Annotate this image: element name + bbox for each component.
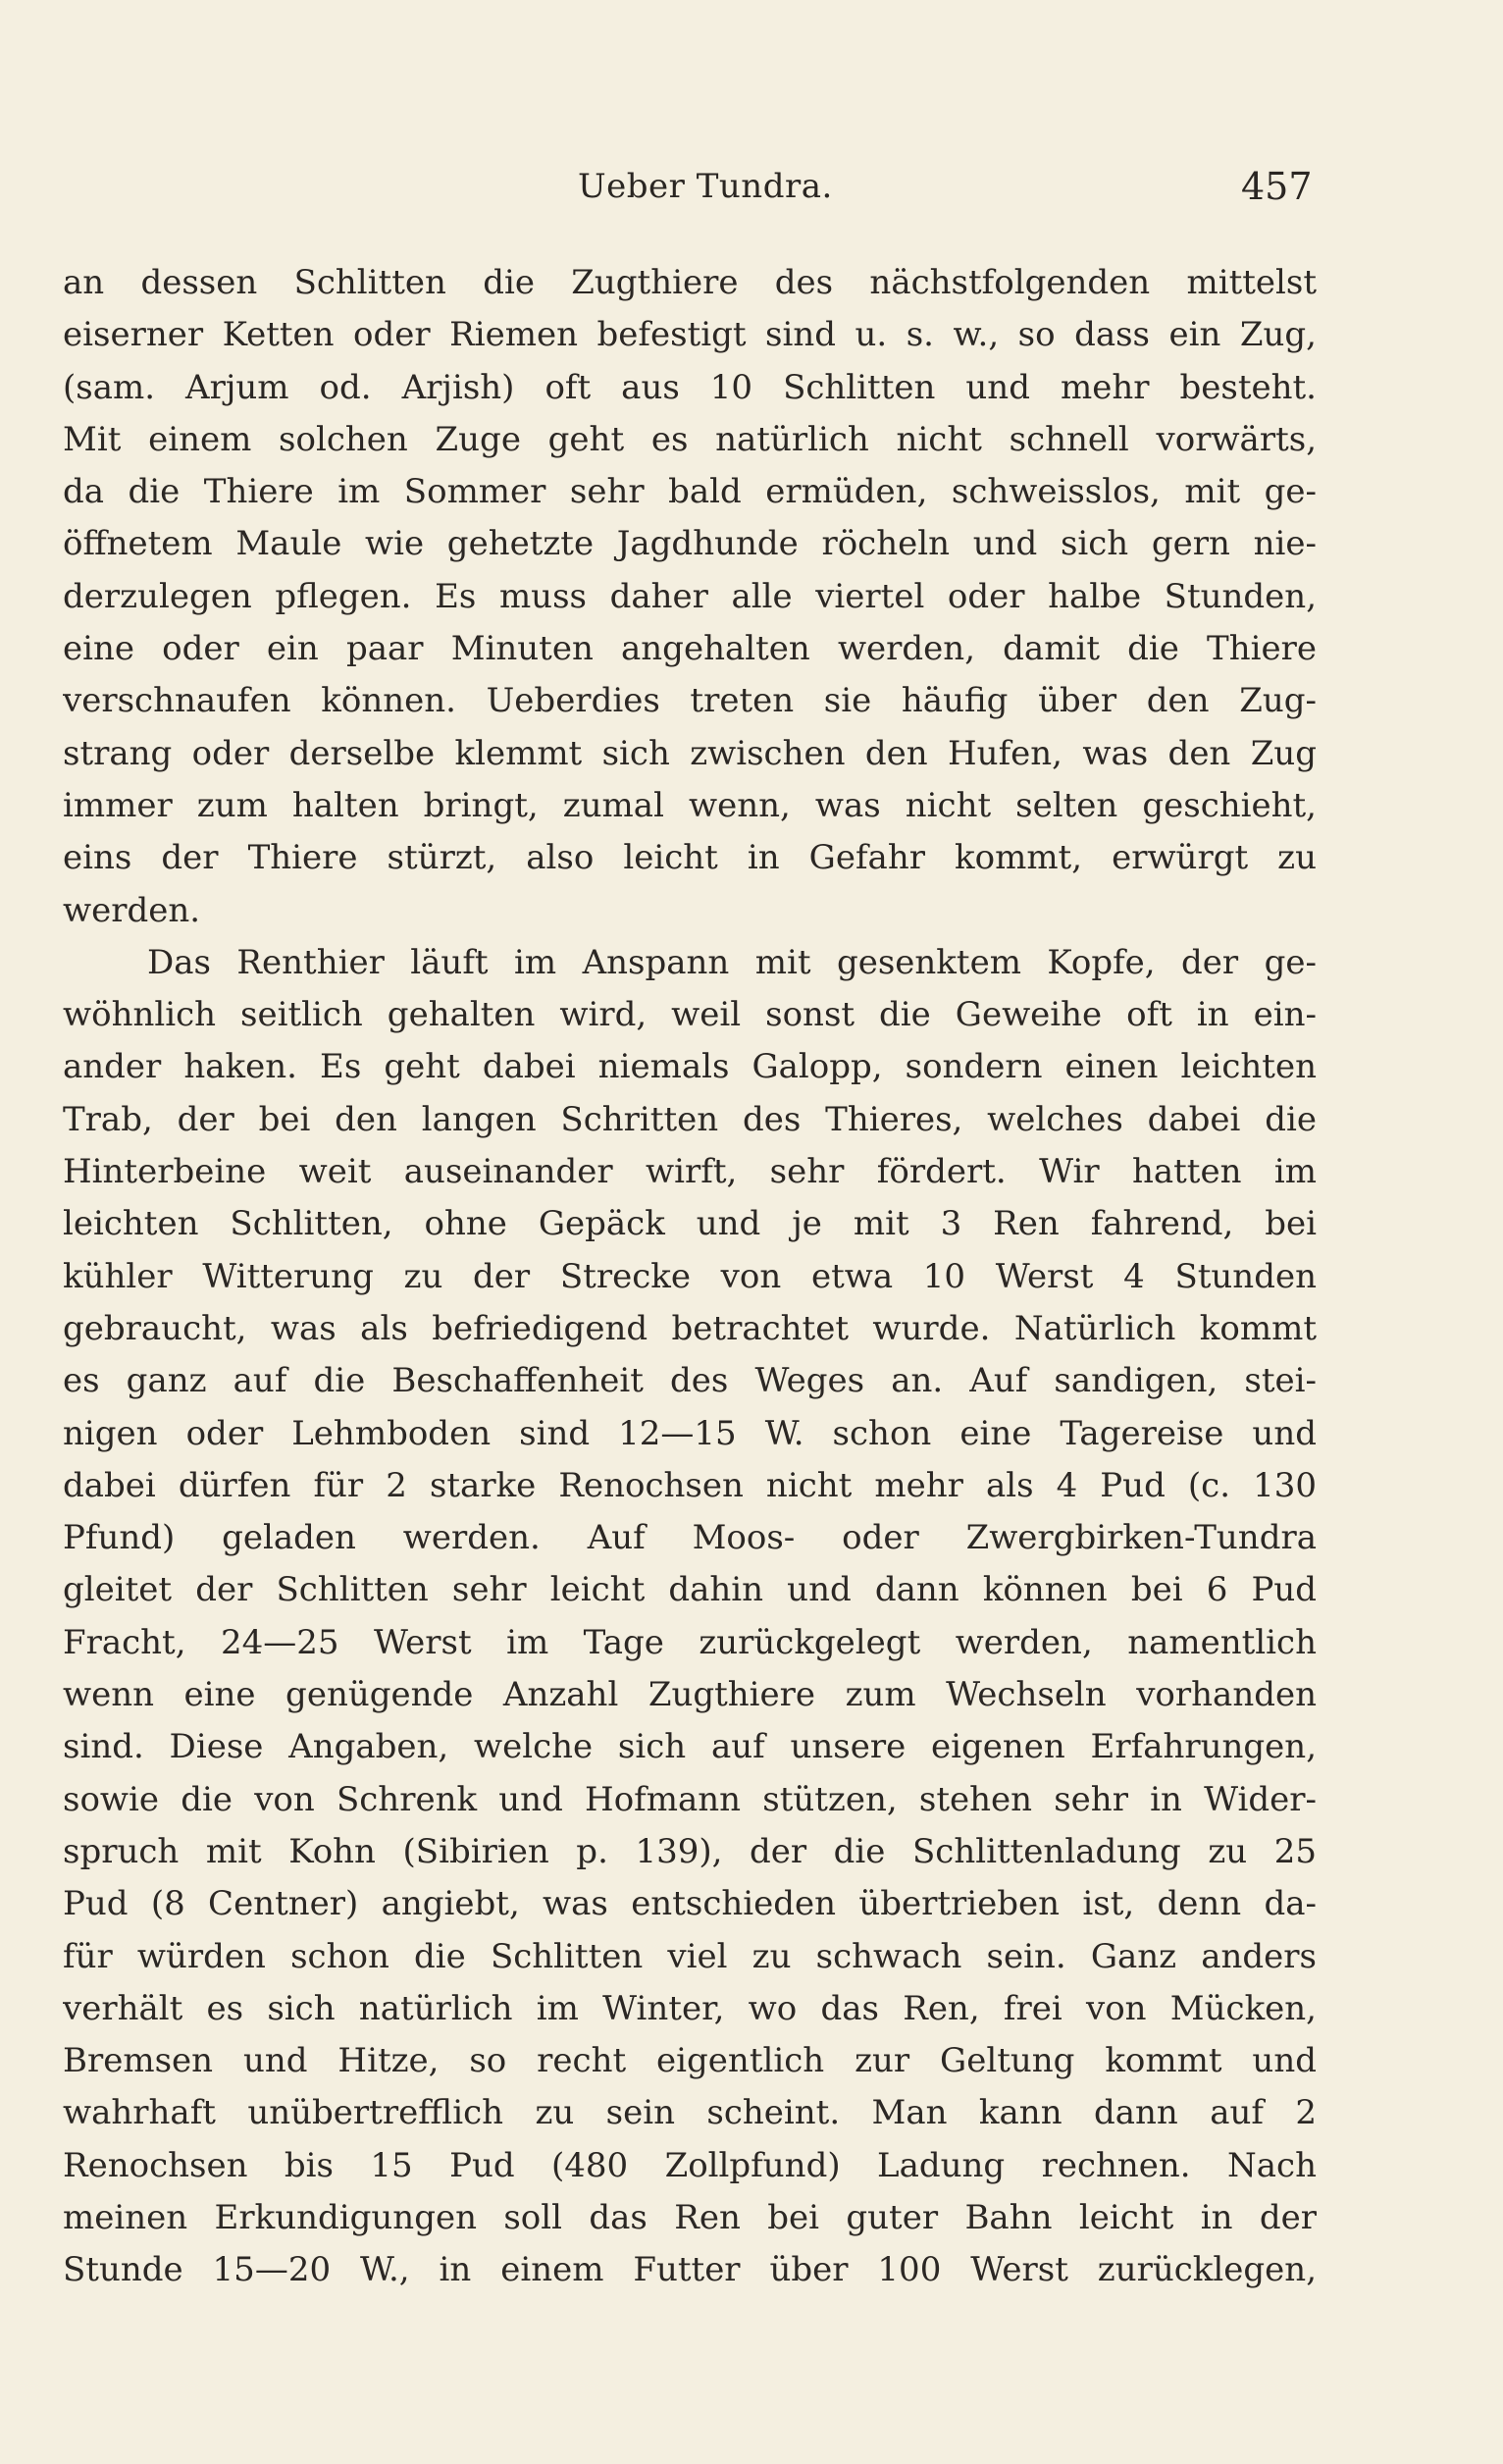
- text-line: sowie die von Schrenk und Hofmann stützen, stehen sehr in Wider-: [63, 1779, 1317, 1819]
- text-line: wenn eine genügende Anzahl Zugthiere zum Wechseln vorhanden: [63, 1675, 1317, 1715]
- text-line: gebraucht, was als befriedigend betrachtet wurde. Natürlich kommt: [63, 1308, 1317, 1348]
- text-line: eine oder ein paar Minuten angehalten werden, damit die Thiere: [63, 629, 1317, 669]
- running-header-title: Ueber Tundra.: [578, 167, 833, 206]
- text-line: an dessen Schlitten die Zugthiere des nächstfolgenden mittelst: [63, 263, 1317, 302]
- text-line: Pud (8 Centner) angiebt, was entschieden übertrieben ist, denn da-: [63, 1884, 1317, 1924]
- text-line: es ganz auf die Beschaffenheit des Weges an. Auf sandigen, stei-: [63, 1361, 1317, 1401]
- text-line: immer zum halten bringt, zumal wenn, was nicht selten geschieht,: [63, 785, 1317, 825]
- text-line: gleitet der Schlitten sehr leicht dahin und dann können bei 6 Pud: [63, 1570, 1317, 1610]
- text-line: Fracht, 24—25 Werst im Tage zurückgelegt werden, namentlich: [63, 1622, 1317, 1662]
- text-line: eins der Thiere stürzt, also leicht in Gefahr kommt, erwürgt zu: [63, 838, 1317, 878]
- text-line: dabei dürfen für 2 starke Renochsen nicht mehr als 4 Pud (c. 130: [63, 1465, 1317, 1505]
- text-line: Trab, der bei den langen Schritten des Thieres, welches dabei die: [63, 1099, 1317, 1139]
- text-line: kühler Witterung zu der Strecke von etwa 10 Werst 4 Stunden: [63, 1256, 1317, 1296]
- text-line: spruch mit Kohn (Sibirien p. 139), der die Schlittenladung zu 25: [63, 1831, 1317, 1871]
- text-line: Hinterbeine weit auseinander wirft, sehr fördert. Wir hatten im: [63, 1152, 1317, 1192]
- text-line: werden.: [63, 890, 201, 930]
- body-text: [63, 257, 1317, 2297]
- text-line: strang oder derselbe klemmt sich zwischen den Hufen, was den Zug: [63, 733, 1317, 773]
- text-line: sind. Diese Angaben, welche sich auf unsere eigenen Erfahrungen,: [63, 1727, 1317, 1767]
- text-line: öffnetem Maule wie gehetzte Jagdhunde röcheln und sich gern nie-: [63, 524, 1317, 564]
- text-line: Mit einem solchen Zuge geht es natürlich nicht schnell vorwärts,: [63, 419, 1317, 459]
- text-line: für würden schon die Schlitten viel zu schwach sein. Ganz anders: [63, 1936, 1317, 1976]
- text-line: meinen Erkundigungen soll das Ren bei guter Bahn leicht in der: [63, 2197, 1317, 2237]
- text-line: wahrhaft unübertrefflich zu sein scheint. Man kann dann auf 2: [63, 2093, 1317, 2133]
- text-line: ander haken. Es geht dabei niemals Galopp, sondern einen leichten: [63, 1047, 1317, 1087]
- text-line: (sam. Arjum od. Arjish) oft aus 10 Schlitten und mehr besteht.: [63, 367, 1317, 407]
- text-line: verhält es sich natürlich im Winter, wo das Ren, frei von Mücken,: [63, 1988, 1317, 2028]
- text-line: Bremsen und Hitze, so recht eigentlich zur Geltung kommt und: [63, 2041, 1317, 2081]
- text-line: eiserner Ketten oder Riemen befestigt sind u. s. w., so dass ein Zug,: [63, 315, 1317, 355]
- text-line: nigen oder Lehmboden sind 12—15 W. schon eine Tagereise und: [63, 1413, 1317, 1453]
- text-line: da die Thiere im Sommer sehr bald ermüden, schweisslos, mit ge-: [63, 472, 1317, 512]
- text-line: Stunde 15—20 W., in einem Futter über 100 Werst zurücklegen,: [63, 2250, 1317, 2290]
- text-line: Das Renthier läuft im Anspann mit gesenktem Kopfe, der ge-: [147, 942, 1317, 982]
- text-line: Pfund) geladen werden. Auf Moos- oder Zwergbirken-Tundra: [63, 1518, 1317, 1558]
- page-number: 457: [1241, 165, 1313, 208]
- text-line: derzulegen pflegen. Es muss daher alle viertel oder halbe Stunden,: [63, 576, 1317, 616]
- text-line: verschnaufen können. Ueberdies treten sie häufig über den Zug-: [63, 681, 1317, 721]
- text-line: Renochsen bis 15 Pud (480 Zollpfund) Ladung rechnen. Nach: [63, 2145, 1317, 2185]
- text-line: wöhnlich seitlich gehalten wird, weil sonst die Geweihe oft in ein-: [63, 995, 1317, 1035]
- text-line: leichten Schlitten, ohne Gepäck und je mit 3 Ren fahrend, bei: [63, 1204, 1317, 1244]
